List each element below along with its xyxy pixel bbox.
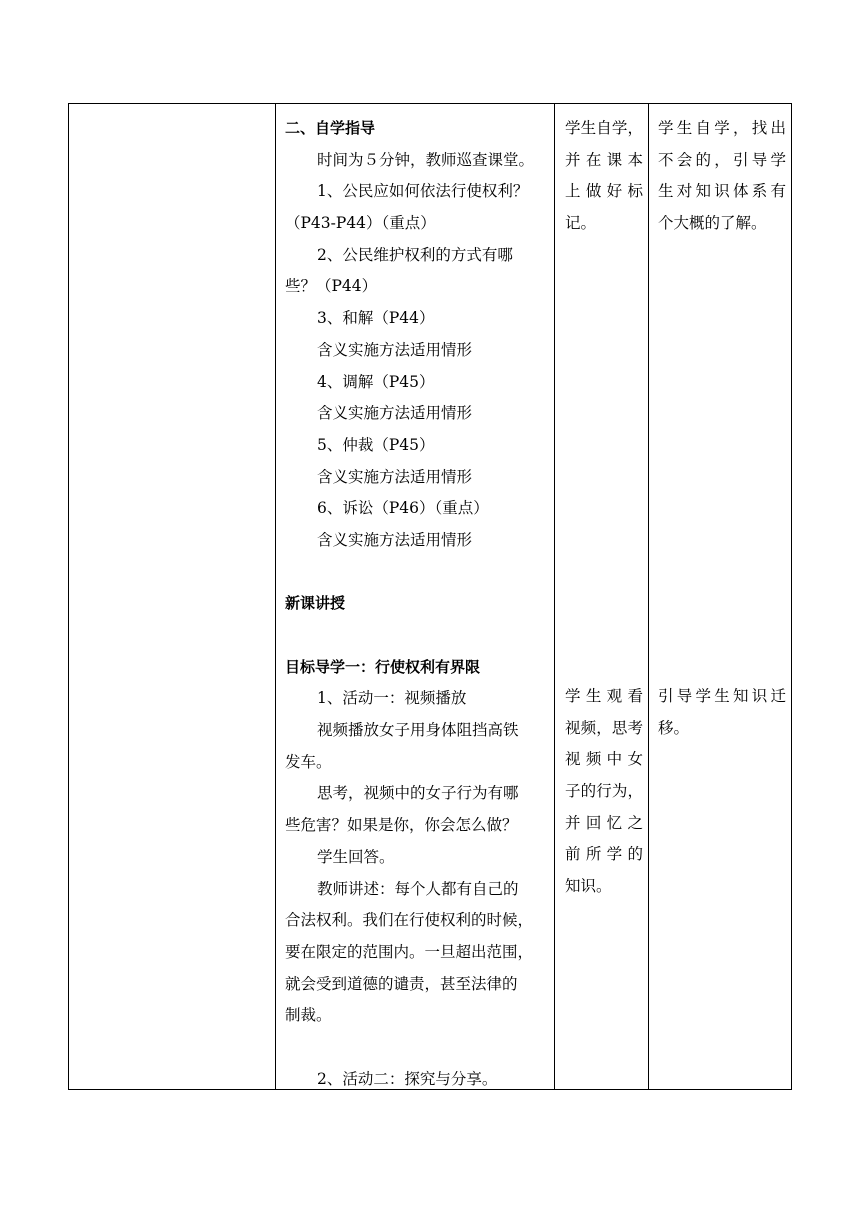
text-line: 1、活动一：视频播放 [317,689,467,708]
text-line: 含义实施方法适用情形 [317,404,473,423]
text-line: 5、仲裁（P45） [317,435,435,454]
column-divider-3 [648,104,649,1089]
text-line: 含义实施方法适用情形 [317,530,473,549]
text-line: 就会受到道德的谴责，甚至法律的 [285,974,518,993]
student-activity-cell-1 [565,113,643,240]
text-line: 引导学生知识迁 [658,687,786,705]
text-line: 学生观看 [565,687,643,705]
text-line: （P43-P44）（重点） [285,214,436,233]
text-line: 子的行为， [565,782,643,801]
text-line: 生对知识体系有 [658,182,786,201]
text-line: 学生回答。 [317,847,395,866]
design-intent-cell-2 [658,681,786,744]
text-line: 并回忆之 [565,813,643,832]
text-line: 制裁。 [285,1006,332,1025]
text-line: 6、诉讼（P46）（重点） [317,499,489,518]
text-line: 记。 [565,214,597,233]
text-line: 1、公民应如何依法行使权利？ [317,182,529,201]
text-line: 2、公民维护权利的方式有哪 [317,245,513,264]
column-divider-2 [554,104,555,1089]
activity-two-line: 2、活动二：探究与分享。 [317,1069,498,1088]
self-study-block [285,113,551,557]
new-lesson-heading: 新课讲授 [285,594,346,613]
text-line: 视频，思考 [565,718,643,737]
text-line: 视频中女 [565,750,643,769]
text-line: 思考，视频中的女子行为有哪 [317,784,519,803]
text-line: 发车。 [285,752,332,771]
text-line: 前所学的 [565,845,643,864]
text-line: 含义实施方法适用情形 [317,340,473,359]
text-line: 二、自学指导 [285,119,376,137]
main-content-cell [285,113,551,1095]
text-line: 些危害？如果是你，你会怎么做？ [285,816,518,835]
text-line: 知识。 [565,877,612,896]
goal-heading: 目标导学一：行使权利有界限 [285,657,481,676]
text-line: 视频播放女子用身体阻挡高铁 [317,721,519,740]
text-line: 上做好标 [565,182,643,201]
lesson-table [68,103,792,1090]
text-line: 合法权利。我们在行使权利的时候， [285,911,534,930]
text-line: 教师讲述：每个人都有自己的 [317,879,519,898]
text-line: 移。 [658,718,690,737]
text-line: 时间为５分钟，教师巡查课堂。 [317,150,535,169]
text-line: 3、和解（P44） [317,309,435,328]
text-line: 要在限定的范围内。一旦超出范围， [285,942,534,961]
text-line: 含义实施方法适用情形 [317,467,473,486]
activity-one-block [285,683,551,1032]
student-activity-cell-2 [565,681,643,903]
text-line: 个大概的了解。 [658,214,767,233]
text-line: 不会的，引导学 [658,150,786,169]
column-divider-1 [275,104,276,1089]
text-line: 学生自学， [565,119,643,137]
design-intent-cell-1 [658,113,786,240]
text-line: 4、调解（P45） [317,372,435,391]
text-line: 学生自学，找出 [658,119,786,137]
text-line: 并在课本 [565,150,643,169]
text-line: 些？（P44） [285,277,378,296]
